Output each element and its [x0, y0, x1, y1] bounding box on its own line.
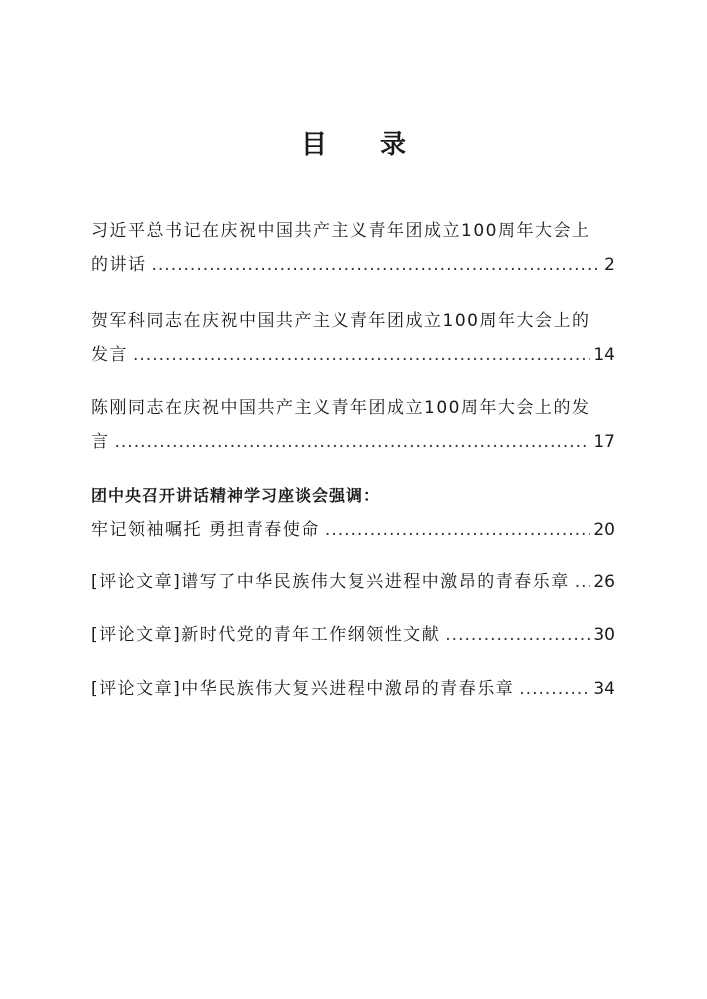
toc-section-heading: 团中央召开讲话精神学习座谈会强调：: [91, 486, 381, 505]
toc-entry[interactable]: [91, 672, 615, 706]
toc-entry[interactable]: [91, 214, 615, 282]
toc-entry-title-line: 习近平总书记在庆祝中国共产主义青年团成立100周年大会上: [91, 221, 591, 241]
dot-leader: [133, 338, 590, 372]
toc-page-number: 20: [593, 520, 615, 540]
toc-entry-title-continuation: 的讲话: [91, 255, 147, 275]
toc-page-number: 2: [604, 255, 615, 275]
toc-entry[interactable]: [91, 304, 615, 372]
toc-entry-leader: [91, 672, 615, 706]
toc-entry-title-continuation: 发言: [91, 345, 128, 365]
dot-leader: [445, 618, 590, 652]
dot-leader: [325, 513, 590, 547]
toc-entry-title-line: 陈刚同志在庆祝中国共产主义青年团成立100周年大会上的发: [91, 398, 591, 418]
toc-entry-title: [评论文章]谱写了中华民族伟大复兴进程中激昂的青春乐章: [91, 572, 570, 592]
toc-entry-leader: [91, 248, 615, 282]
toc-entry-leader: [91, 565, 615, 599]
toc-page-number: 17: [593, 432, 615, 452]
toc-entry[interactable]: [91, 618, 615, 652]
toc-entry-title-continuation: 言: [91, 432, 110, 452]
dot-leader: [152, 248, 602, 282]
toc-entry-title: [评论文章]新时代党的青年工作纲领性文献: [91, 625, 441, 645]
toc-entry-title: [评论文章]中华民族伟大复兴进程中激昂的青春乐章: [91, 679, 515, 699]
page-title: 目 录: [300, 130, 429, 160]
toc-entry[interactable]: [91, 479, 615, 547]
toc-page-number: 26: [593, 572, 615, 592]
toc-entry-leader: [91, 618, 615, 652]
toc-entry-title-line: 贺军科同志在庆祝中国共产主义青年团成立100周年大会上的: [91, 311, 591, 331]
toc-entry[interactable]: [91, 565, 615, 599]
toc-entry-leader: [91, 338, 615, 372]
toc-page-number: 34: [593, 679, 615, 699]
toc-entry-leader: [91, 425, 615, 459]
dot-leader: [115, 425, 591, 459]
toc-entry-title-continuation: 牢记领袖嘱托 勇担青春使命: [91, 520, 320, 540]
toc-entry[interactable]: [91, 391, 615, 459]
toc-entry-leader: [91, 513, 615, 547]
dot-leader: [575, 565, 591, 599]
toc-page-number: 14: [593, 345, 615, 365]
toc-page-number: 30: [593, 625, 615, 645]
dot-leader: [519, 672, 590, 706]
